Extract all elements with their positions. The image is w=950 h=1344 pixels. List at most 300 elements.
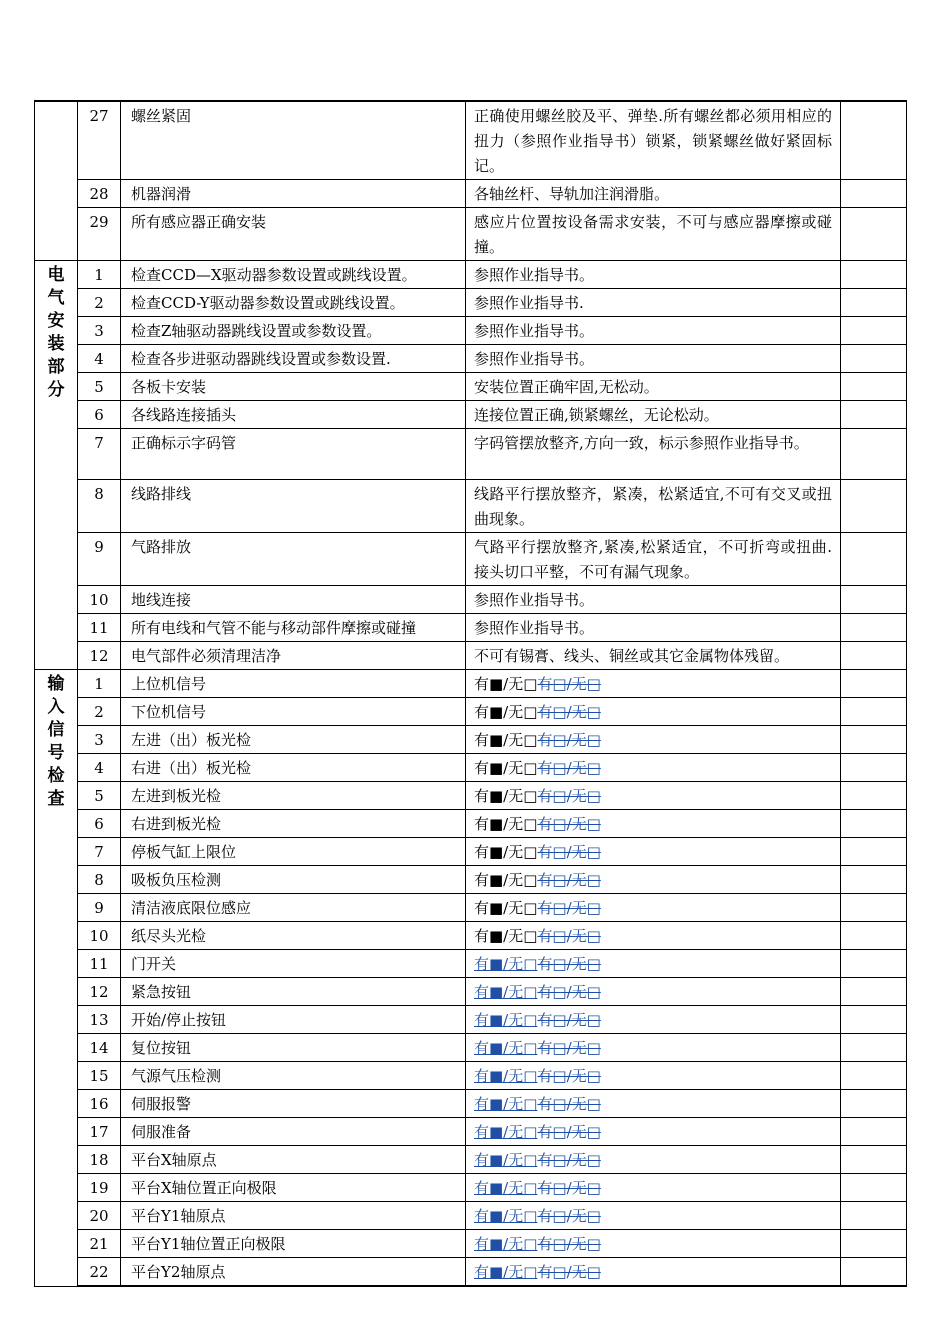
struck-value: 有□/无□ [537, 871, 601, 889]
row-item-text: 所有电线和气管不能与移动部件摩擦或碰撞 [131, 619, 417, 637]
checkbox-result [466, 726, 840, 753]
row-number-text: 10 [89, 591, 109, 609]
row-remark [841, 1174, 907, 1202]
row-number-text: 21 [89, 1235, 109, 1253]
table-row [35, 1006, 907, 1034]
row-item [121, 401, 466, 429]
row-note [466, 838, 841, 866]
row-note [466, 810, 841, 838]
row-item-text: 地线连接 [131, 591, 192, 609]
row-note [466, 1034, 841, 1062]
checkbox-result [466, 1090, 840, 1117]
table-row [35, 978, 907, 1006]
row-remark [841, 1006, 907, 1034]
table-row [35, 373, 907, 401]
row-number-text: 14 [89, 1039, 109, 1057]
row-number [78, 180, 121, 208]
row-item-text: 正确标示字码管 [131, 434, 237, 452]
checkbox-result [466, 1258, 840, 1285]
row-number [78, 1062, 121, 1090]
row-note-text: 参照作业指导书。 [474, 350, 595, 368]
row-number-text: 12 [89, 983, 109, 1001]
row-number [78, 101, 121, 180]
checkbox-result [466, 810, 840, 837]
row-remark [841, 922, 907, 950]
row-item [121, 261, 466, 289]
row-item [121, 317, 466, 345]
row-note [466, 480, 841, 533]
row-remark [841, 642, 907, 670]
row-note-text: 正确使用螺丝胶及平、弹垫.所有螺丝都必须用相应的扭力（参照作业指导书）锁紧，锁紧螺丝做好紧固标记。 [474, 107, 832, 175]
checkbox-result [466, 782, 840, 809]
table-row [35, 642, 907, 670]
row-number [78, 642, 121, 670]
row-number [78, 533, 121, 586]
row-number-text: 4 [94, 350, 104, 368]
table-row [35, 261, 907, 289]
checkbox-result [466, 1202, 840, 1229]
table-row [35, 1258, 907, 1287]
check-value: 有■/无□ [474, 1179, 538, 1197]
row-item-text: 检查CCD-Y驱动器参数设置或跳线设置。 [131, 294, 405, 312]
row-note [466, 1202, 841, 1230]
row-item [121, 1034, 466, 1062]
row-item [121, 894, 466, 922]
row-number-text: 2 [94, 294, 104, 312]
row-item-text: 复位按钮 [131, 1039, 192, 1057]
row-note [466, 401, 841, 429]
table-row [35, 1118, 907, 1146]
row-item-text: 气路排放 [131, 538, 192, 556]
row-number [78, 401, 121, 429]
table-row [35, 1146, 907, 1174]
checkbox-result [466, 894, 840, 921]
check-value: 有■/无□ [474, 1123, 538, 1141]
check-value: 有■/无□ [474, 1095, 538, 1113]
check-value: 有■/无□ [474, 1235, 538, 1253]
row-remark [841, 101, 907, 180]
row-remark [841, 429, 907, 480]
check-value: 有■/无□ [474, 955, 538, 973]
row-item [121, 726, 466, 754]
row-remark [841, 1118, 907, 1146]
inspection-table [34, 100, 907, 1287]
row-number [78, 289, 121, 317]
table-row [35, 1202, 907, 1230]
check-value: 有■/无□ [474, 815, 538, 833]
struck-value: 有□/无□ [537, 759, 601, 777]
row-item [121, 782, 466, 810]
row-item [121, 429, 466, 480]
checkbox-result [466, 1230, 840, 1257]
row-note [466, 533, 841, 586]
row-number-text: 1 [94, 266, 104, 284]
row-item-text: 右进到板光检 [131, 815, 222, 833]
row-note [466, 950, 841, 978]
row-note [466, 1146, 841, 1174]
table-row [35, 894, 907, 922]
row-number-text: 27 [89, 107, 109, 125]
row-note [466, 754, 841, 782]
struck-value: 有□/无□ [537, 1039, 601, 1057]
check-value: 有■/无□ [474, 899, 538, 917]
row-note [466, 866, 841, 894]
row-number-text: 11 [89, 619, 109, 637]
table-row [35, 754, 907, 782]
row-number-text: 2 [94, 703, 104, 721]
row-note-text: 参照作业指导书。 [474, 266, 595, 284]
table-row [35, 317, 907, 345]
row-number [78, 782, 121, 810]
section-input-label: 输入信号检查 [47, 674, 65, 809]
row-item-text: 平台Y1轴位置正向极限 [131, 1235, 286, 1253]
row-number-text: 9 [94, 899, 104, 917]
table-row [35, 1034, 907, 1062]
row-note-text: 字码管摆放整齐,方向一致，标示参照作业指导书。 [474, 434, 809, 452]
row-item [121, 950, 466, 978]
struck-value: 有□/无□ [537, 1263, 601, 1281]
row-note-text: 不可有锡膏、线头、铜丝或其它金属物体残留。 [474, 647, 790, 665]
row-number-text: 1 [94, 675, 104, 693]
row-remark [841, 480, 907, 533]
table-row [35, 922, 907, 950]
row-number [78, 345, 121, 373]
row-remark [841, 670, 907, 698]
table-row [35, 726, 907, 754]
row-note [466, 1118, 841, 1146]
struck-value: 有□/无□ [537, 731, 601, 749]
struck-value: 有□/无□ [537, 927, 601, 945]
row-note-text: 参照作业指导书. [474, 294, 584, 312]
row-item [121, 1090, 466, 1118]
row-item [121, 754, 466, 782]
row-number [78, 950, 121, 978]
row-remark [841, 180, 907, 208]
struck-value: 有□/无□ [537, 1123, 601, 1141]
row-item [121, 345, 466, 373]
row-note [466, 586, 841, 614]
table-row [35, 1090, 907, 1118]
check-value: 有■/无□ [474, 675, 538, 693]
row-note [466, 208, 841, 261]
row-remark [841, 401, 907, 429]
row-item [121, 838, 466, 866]
row-note-text: 连接位置正确,锁紧螺丝，无论松动。 [474, 406, 719, 424]
table-row [35, 533, 907, 586]
row-number-text: 6 [94, 406, 104, 424]
row-item-text: 检查Z轴驱动器跳线设置或参数设置。 [131, 322, 382, 340]
row-number-text: 4 [94, 759, 104, 777]
table-row [35, 208, 907, 261]
row-number [78, 1202, 121, 1230]
table-row [35, 101, 907, 180]
row-note [466, 1006, 841, 1034]
row-remark [841, 373, 907, 401]
row-remark [841, 866, 907, 894]
row-item [121, 1230, 466, 1258]
row-note [466, 894, 841, 922]
row-remark [841, 345, 907, 373]
row-note-text: 感应片位置按设备需求安装，不可与感应器摩擦或碰撞。 [474, 213, 832, 256]
row-item [121, 1006, 466, 1034]
struck-value: 有□/无□ [537, 1067, 601, 1085]
check-value: 有■/无□ [474, 1207, 538, 1225]
row-number [78, 1146, 121, 1174]
row-number [78, 670, 121, 698]
row-number [78, 373, 121, 401]
checkbox-result [466, 670, 840, 697]
struck-value: 有□/无□ [537, 1179, 601, 1197]
table-row [35, 401, 907, 429]
row-note [466, 1258, 841, 1287]
checkbox-result [466, 1006, 840, 1033]
struck-value: 有□/无□ [537, 955, 601, 973]
row-note [466, 670, 841, 698]
section-electrical [35, 261, 78, 670]
row-item-text: 螺丝紧固 [131, 107, 192, 125]
row-note [466, 1174, 841, 1202]
row-item-text: 上位机信号 [131, 675, 207, 693]
table-row [35, 950, 907, 978]
row-number [78, 480, 121, 533]
table-row [35, 180, 907, 208]
section-input [35, 670, 78, 1287]
checkbox-result [466, 1174, 840, 1201]
row-item-text: 所有感应器正确安装 [131, 213, 267, 231]
table-row [35, 289, 907, 317]
row-remark [841, 782, 907, 810]
check-value: 有■/无□ [474, 731, 538, 749]
row-number [78, 208, 121, 261]
row-number-text: 8 [94, 871, 104, 889]
row-item [121, 586, 466, 614]
checkbox-result [466, 754, 840, 781]
row-item-text: 右进（出）板光检 [131, 759, 252, 777]
section-mechanical [35, 101, 78, 261]
check-value: 有■/无□ [474, 1151, 538, 1169]
row-number [78, 978, 121, 1006]
row-number-text: 28 [89, 185, 109, 203]
row-note [466, 289, 841, 317]
row-item-text: 平台X轴原点 [131, 1151, 217, 1169]
row-item-text: 机器润滑 [131, 185, 192, 203]
row-item [121, 698, 466, 726]
row-item-text: 紧急按钮 [131, 983, 192, 1001]
row-number [78, 1118, 121, 1146]
row-note [466, 782, 841, 810]
row-remark [841, 894, 907, 922]
row-note-text: 参照作业指导书。 [474, 322, 595, 340]
struck-value: 有□/无□ [537, 899, 601, 917]
row-number [78, 1034, 121, 1062]
row-item-text: 气源气压检测 [131, 1067, 222, 1085]
struck-value: 有□/无□ [537, 1095, 601, 1113]
row-remark [841, 317, 907, 345]
row-number [78, 754, 121, 782]
row-number [78, 726, 121, 754]
checkbox-result [466, 1146, 840, 1173]
row-number-text: 7 [94, 843, 104, 861]
row-remark [841, 1258, 907, 1287]
row-note-text: 线路平行摆放整齐，紧凑，松紧适宜,不可有交叉或扭曲现象。 [474, 485, 832, 528]
row-remark [841, 978, 907, 1006]
row-number [78, 1090, 121, 1118]
inspection-table-body [35, 101, 907, 1286]
row-item-text: 平台Y2轴原点 [131, 1263, 226, 1281]
row-number [78, 614, 121, 642]
row-remark [841, 838, 907, 866]
row-number [78, 1174, 121, 1202]
row-number [78, 866, 121, 894]
table-row [35, 614, 907, 642]
row-item [121, 1146, 466, 1174]
row-remark [841, 1230, 907, 1258]
row-remark [841, 289, 907, 317]
row-item [121, 614, 466, 642]
table-row [35, 1230, 907, 1258]
row-number-text: 17 [89, 1123, 109, 1141]
row-item-text: 平台Y1轴原点 [131, 1207, 226, 1225]
row-note [466, 429, 841, 480]
row-remark [841, 726, 907, 754]
check-value: 有■/无□ [474, 1039, 538, 1057]
row-item-text: 开始/停止按钮 [131, 1011, 227, 1029]
row-item [121, 180, 466, 208]
row-note [466, 978, 841, 1006]
struck-value: 有□/无□ [537, 1235, 601, 1253]
row-remark [841, 1034, 907, 1062]
row-number-text: 12 [89, 647, 109, 665]
checkbox-result [466, 1118, 840, 1145]
row-number-text: 8 [94, 485, 104, 503]
checkbox-result [466, 838, 840, 865]
row-item-text: 线路排线 [131, 485, 192, 503]
row-number [78, 894, 121, 922]
struck-value: 有□/无□ [537, 787, 601, 805]
row-number [78, 1230, 121, 1258]
row-note [466, 317, 841, 345]
row-remark [841, 533, 907, 586]
struck-value: 有□/无□ [537, 1207, 601, 1225]
row-item [121, 1202, 466, 1230]
check-value: 有■/无□ [474, 843, 538, 861]
struck-value: 有□/无□ [537, 703, 601, 721]
row-number-text: 13 [89, 1011, 109, 1029]
checkbox-result [466, 922, 840, 949]
row-note [466, 922, 841, 950]
row-number [78, 838, 121, 866]
section-electrical-label: 电气安装部分 [47, 265, 65, 400]
checkbox-result [466, 1034, 840, 1061]
table-row [35, 480, 907, 533]
row-number [78, 586, 121, 614]
row-number [78, 810, 121, 838]
row-note [466, 345, 841, 373]
table-row [35, 838, 907, 866]
struck-value: 有□/无□ [537, 843, 601, 861]
struck-value: 有□/无□ [537, 815, 601, 833]
row-item [121, 1062, 466, 1090]
row-item [121, 289, 466, 317]
checkbox-result [466, 698, 840, 725]
row-number-text: 20 [89, 1207, 109, 1225]
row-remark [841, 586, 907, 614]
row-item [121, 978, 466, 1006]
row-item-text: 各线路连接插头 [131, 406, 237, 424]
row-note [466, 614, 841, 642]
row-item-text: 检查CCD—X驱动器参数设置或跳线设置。 [131, 266, 417, 284]
row-item [121, 533, 466, 586]
row-item [121, 642, 466, 670]
row-item-text: 吸板负压检测 [131, 871, 222, 889]
table-row [35, 1174, 907, 1202]
row-number-text: 5 [94, 787, 104, 805]
row-item-text: 纸尽头光检 [131, 927, 207, 945]
row-remark [841, 754, 907, 782]
row-item [121, 373, 466, 401]
row-remark [841, 614, 907, 642]
row-number-text: 29 [89, 213, 109, 231]
row-remark [841, 1062, 907, 1090]
row-number-text: 3 [94, 322, 104, 340]
row-note [466, 180, 841, 208]
row-remark [841, 810, 907, 838]
row-item-text: 平台X轴位置正向极限 [131, 1179, 277, 1197]
table-row [35, 586, 907, 614]
row-number-text: 9 [94, 538, 104, 556]
row-item [121, 1118, 466, 1146]
row-item-text: 下位机信号 [131, 703, 207, 721]
row-number-text: 22 [89, 1263, 109, 1281]
row-number [78, 317, 121, 345]
table-row [35, 698, 907, 726]
row-number [78, 698, 121, 726]
row-item-text: 门开关 [131, 955, 177, 973]
row-note-text: 参照作业指导书。 [474, 591, 595, 609]
row-number-text: 3 [94, 731, 104, 749]
row-remark [841, 1090, 907, 1118]
row-number-text: 18 [89, 1151, 109, 1169]
row-remark [841, 698, 907, 726]
row-item-text: 伺服报警 [131, 1095, 192, 1113]
struck-value: 有□/无□ [537, 675, 601, 693]
row-number-text: 19 [89, 1179, 109, 1197]
struck-value: 有□/无□ [537, 1151, 601, 1169]
row-note [466, 1230, 841, 1258]
row-remark [841, 1202, 907, 1230]
table-row [35, 429, 907, 480]
table-row [35, 810, 907, 838]
row-remark [841, 208, 907, 261]
table-row [35, 1062, 907, 1090]
row-number-text: 7 [94, 434, 104, 452]
row-remark [841, 950, 907, 978]
row-item [121, 480, 466, 533]
check-value: 有■/无□ [474, 1067, 538, 1085]
checkbox-result [466, 1062, 840, 1089]
row-note [466, 698, 841, 726]
check-value: 有■/无□ [474, 1263, 538, 1281]
row-number-text: 15 [89, 1067, 109, 1085]
check-value: 有■/无□ [474, 787, 538, 805]
row-item [121, 810, 466, 838]
row-number [78, 1258, 121, 1287]
row-item-text: 左进（出）板光检 [131, 731, 252, 749]
check-value: 有■/无□ [474, 1011, 538, 1029]
row-item [121, 1174, 466, 1202]
row-number [78, 261, 121, 289]
row-item-text: 各板卡安装 [131, 378, 207, 396]
